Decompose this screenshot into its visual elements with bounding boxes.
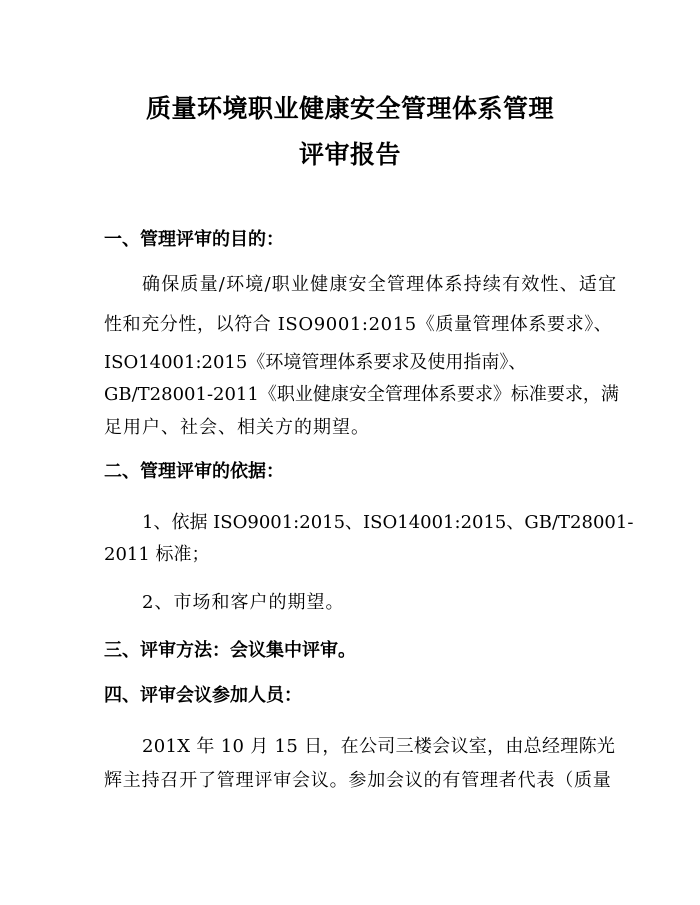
section-heading-purpose: 一、管理评审的目的： (104, 229, 284, 250)
participants-paragraph-line: 辉主持召开了管理评审会议。参加会议的有管理者代表（质量 (104, 770, 612, 791)
purpose-paragraph-line: 性和充分性，以符合 ISO9001:2015《质量管理体系要求》、 (104, 314, 613, 335)
section-heading-basis: 二、管理评审的依据： (104, 461, 284, 482)
basis-item-line: 2、市场和客户的期望。 (142, 592, 345, 613)
section-heading-participants: 四、评审会议参加人员： (104, 685, 302, 706)
document-title-line-2: 评审报告 (298, 140, 401, 169)
basis-item-line: 1、依据 ISO9001:2015、ISO14001:2015、GB/T28001- (142, 512, 634, 533)
participants-paragraph-line: 201X 年 10 月 15 日，在公司三楼会议室，由总经理陈光 (142, 736, 616, 757)
purpose-paragraph-line: GB/T28001-2011《职业健康安全管理体系要求》标准要求，满 (104, 384, 619, 405)
purpose-paragraph-line: 足用户、社会、相关方的期望。 (104, 417, 370, 438)
section-heading-method: 三、评审方法：会议集中评审。 (104, 640, 356, 661)
basis-item-line: 2011 标准； (104, 544, 210, 565)
document-title-line-1: 质量环境职业健康安全管理体系管理 (145, 94, 554, 123)
purpose-paragraph-line: 确保质量/环境/职业健康安全管理体系持续有效性、适宜 (142, 274, 618, 295)
purpose-paragraph-line: ISO14001:2015《环境管理体系要求及使用指南》、 (104, 352, 527, 373)
